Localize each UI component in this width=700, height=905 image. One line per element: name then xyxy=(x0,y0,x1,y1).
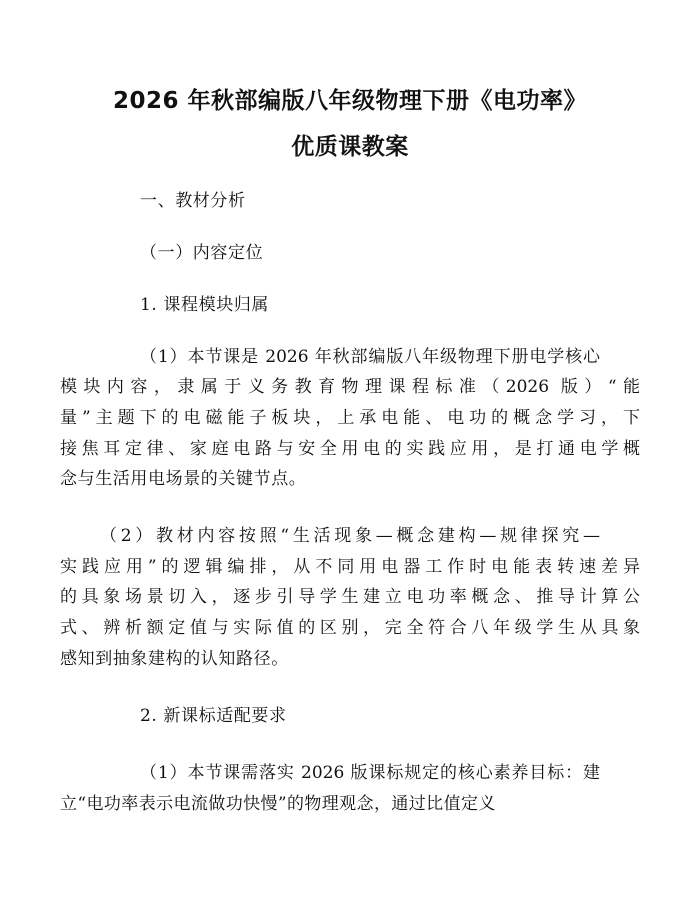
subsection-heading-content-positioning: （一）内容定位 xyxy=(140,243,264,263)
paragraph-1-line-2: 模块内容，隶属于义务教育物理课程标准（2026 版）“能 xyxy=(60,377,640,397)
document-title-line-1: 2026 年秋部编版八年级物理下册《电功率》 xyxy=(112,88,588,114)
paragraph-2-line-1: （2）教材内容按照“生活现象—概念建构—规律探究— xyxy=(100,526,600,546)
item-heading-course-module: 1. 课程模块归属 xyxy=(140,295,270,315)
paragraph-1-line-1: （1）本节课是 2026 年秋部编版八年级物理下册电学核心 xyxy=(140,347,600,367)
paragraph-3-line-1: （1）本节课需落实 2026 版课标规定的核心素养目标：建 xyxy=(140,763,600,783)
paragraph-3-line-2: 立“电功率表示电流做功快慢”的物理观念，通过比值定义 xyxy=(60,794,496,814)
item-heading-curriculum-standard: 2. 新课标适配要求 xyxy=(140,706,287,726)
paragraph-2-line-3: 的具象场景切入，逐步引导学生建立电功率概念、推导计算公 xyxy=(60,587,640,607)
paragraph-1-line-5: 念与生活用电场景的关键节点。 xyxy=(60,469,307,489)
paragraph-1-line-4: 接焦耳定律、家庭电路与安全用电的实践应用，是打通电学概 xyxy=(60,439,640,459)
section-heading-teaching-material-analysis: 一、教材分析 xyxy=(140,191,246,211)
paragraph-2-line-4: 式、辨析额定值与实际值的区别，完全符合八年级学生从具象 xyxy=(60,618,640,638)
document-title-line-2: 优质课教案 xyxy=(291,134,409,160)
paragraph-2-line-5: 感知到抽象建构的认知路径。 xyxy=(60,649,289,669)
paragraph-2-line-2: 实践应用”的逻辑编排，从不同用电器工作时电能表转速差异 xyxy=(60,557,640,577)
paragraph-1-line-3: 量”主题下的电磁能子板块，上承电能、电功的概念学习，下 xyxy=(60,408,640,428)
